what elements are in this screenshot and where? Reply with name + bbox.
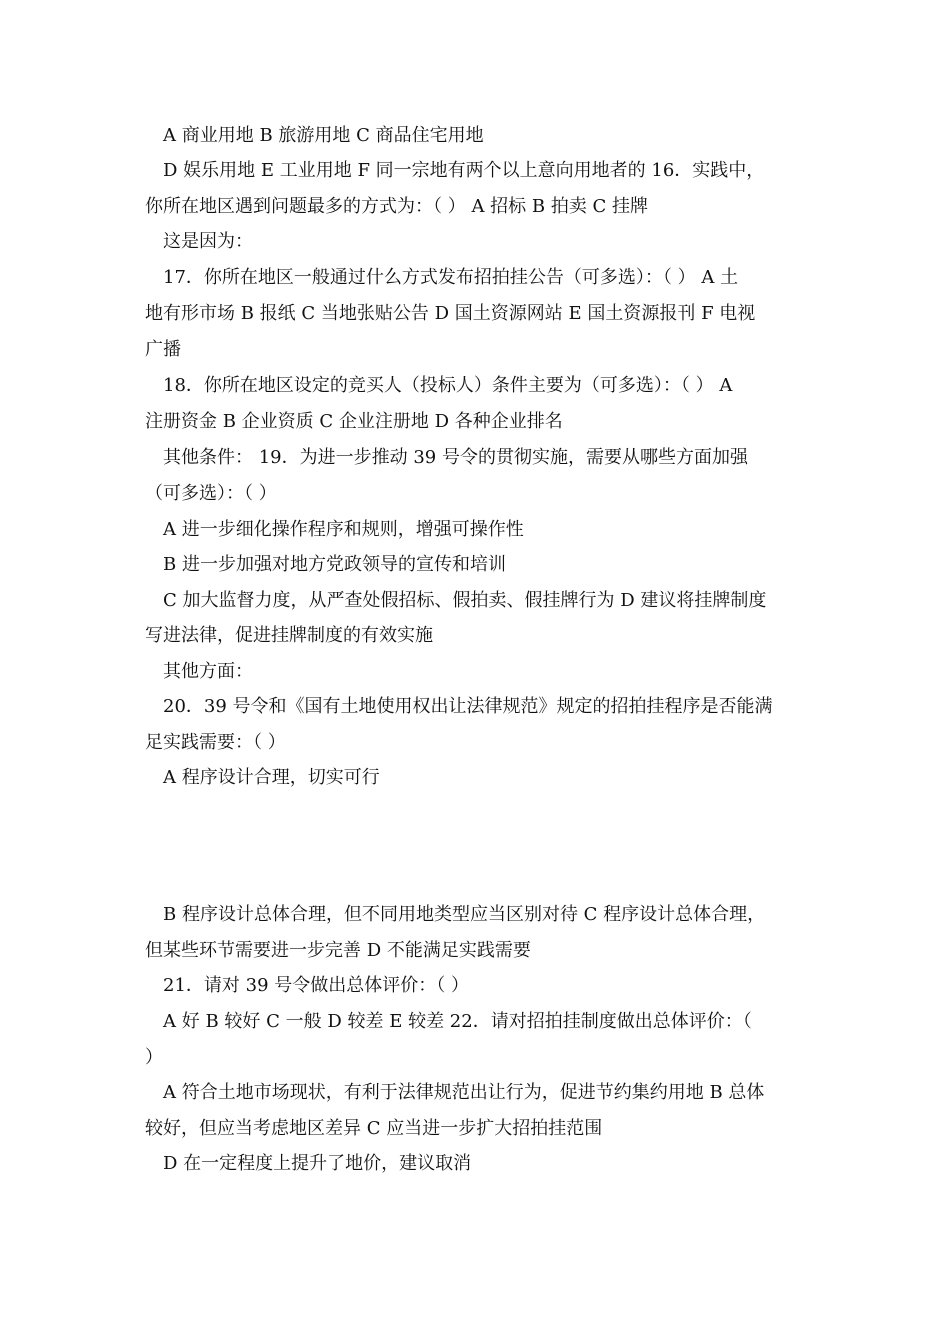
text-line: B 进一步加强对地方党政领导的宣传和培训 [163,554,506,575]
text-line: 足实践需要：（ ） [145,732,286,753]
text-line: 17．你所在地区一般通过什么方式发布招拍挂公告（可多选）：（ ） A 土 [163,267,739,288]
text-line: 其他条件： 19．为进一步推动 39 号令的贯彻实施，需要从哪些方面加强 [163,447,748,468]
text-line: 较好，但应当考虑地区差异 C 应当进一步扩大招拍挂范围 [145,1118,603,1139]
text-line: 写进法律，促进挂牌制度的有效实施 [145,625,433,646]
text-line: 但某些环节需要进一步完善 D 不能满足实践需要 [145,940,531,961]
text-line: 18．你所在地区设定的竞买人（投标人）条件主要为（可多选）：（ ） A [163,375,733,396]
text-line: 其他方面： [163,661,253,682]
text-line: A 商业用地 B 旅游用地 C 商品住宅用地 [163,125,484,146]
text-line: 20．39 号令和《国有土地使用权出让法律规范》规定的招拍挂程序是否能满 [163,696,773,717]
text-line: 这是因为： [163,231,253,252]
text-line: A 符合土地市场现状，有利于法律规范出让行为，促进节约集约用地 B 总体 [163,1082,765,1103]
text-line: 你所在地区遇到问题最多的方式为：（ ） A 招标 B 拍卖 C 挂牌 [145,196,649,217]
text-line: 21．请对 39 号令做出总体评价：（ ） [163,975,469,996]
text-line: B 程序设计总体合理，但不同用地类型应当区别对待 C 程序设计总体合理， [163,904,766,925]
text-line: A 好 B 较好 C 一般 D 较差 E 较差 22．请对招拍挂制度做出总体评价：（ [163,1011,752,1032]
text-line: A 进一步细化操作程序和规则，增强可操作性 [163,519,524,540]
text-line: 注册资金 B 企业资质 C 企业注册地 D 各种企业排名 [145,411,563,432]
text-line: A 程序设计合理，切实可行 [163,767,380,788]
text-line: D 娱乐用地 E 工业用地 F 同一宗地有两个以上意向用地者的 16．实践中， [163,160,765,181]
text-line: C 加大监督力度，从严查处假招标、假拍卖、假挂牌行为 D 建议将挂牌制度 [163,590,767,611]
text-line: （可多选）：（ ） [145,483,277,504]
text-line: 地有形市场 B 报纸 C 当地张贴公告 D 国土资源网站 E 国土资源报刊 F 电视 [145,303,756,324]
text-line: 广播 [145,339,181,360]
text-line: ） [145,1047,163,1068]
text-line: D 在一定程度上提升了地价，建议取消 [163,1153,472,1174]
